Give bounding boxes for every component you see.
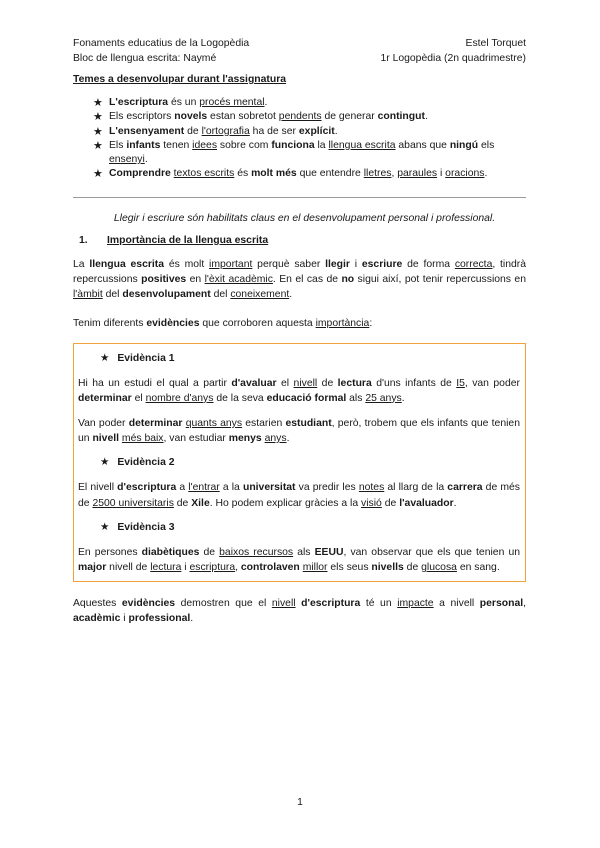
bold-term: lectura [337, 377, 372, 389]
list-item [93, 167, 526, 181]
bold-term: d'escriptura [301, 598, 361, 610]
underlined-term: anys [264, 433, 287, 445]
bold-term: nivell [92, 433, 120, 445]
list-item-text: L'ensenyament de l'ortografia ha de ser explícit. [109, 125, 338, 137]
section-title: Importància de la llengua escrita [107, 234, 269, 246]
underlined-term: nivell [271, 598, 296, 610]
header-row-2 [73, 51, 526, 66]
header-author: Estel Torquet [465, 38, 526, 49]
topics-title: Temes a desenvolupar durant l'assignatura [73, 74, 287, 85]
evidence-2-paragraph: El nivell d'escriptura a l'entrar a la universitat va predir les notes al llarg de la carrera de més de 2500 universitaris de Xile. Ho podem explicar gràcies a la visió de l'avaluador. [78, 482, 520, 509]
page-number: 1 [297, 797, 303, 808]
star-icon: ★ [93, 97, 103, 109]
underlined-term: visió [361, 497, 382, 509]
bold-term: explícit [298, 125, 335, 137]
underlined-term: 2500 universitaris [92, 497, 174, 509]
bold-term: L'escriptura [109, 97, 169, 108]
bold-term: personal [479, 598, 524, 610]
underlined-term: l'àmbit [73, 289, 103, 301]
bold-term: universitat [242, 482, 296, 494]
underlined-term: llengua escrita [328, 139, 396, 151]
bold-term: ningú [449, 139, 479, 151]
paragraph-importance: La llengua escrita és molt important perquè saber llegir i escriure de forma correcta, tindrà repercussions positives en l'èxit acadèmic. En el cas de no sigui així, pot tenir repercussions en l'àmbit del desenvolupament del coneixement. [73, 258, 527, 301]
bold-term: controlaven [240, 562, 300, 574]
underlined-term: millor [302, 562, 328, 574]
quote-text: Llegir i escriure són habilitats claus en el desenvolupament personal i professional. [113, 212, 496, 224]
evidence-2-title: Evidència 2 [117, 457, 175, 469]
list-item [93, 139, 526, 168]
horizontal-divider [73, 197, 526, 198]
evidence-3-heading [100, 521, 520, 535]
header-term: 1r Logopèdia (2n quadrimestre) [380, 53, 526, 64]
document-page [73, 36, 526, 627]
list-item-text: L'escriptura és un procés mental. [109, 97, 268, 108]
bold-term: novels [174, 111, 208, 123]
star-icon: ★ [100, 352, 110, 364]
bold-term: diabètiques [141, 546, 200, 558]
underlined-term: I5 [456, 377, 465, 389]
bold-term: evidències [121, 598, 176, 610]
underlined-term: paraules [397, 168, 438, 180]
paragraph-conclusion: Aquestes evidències demostren que el nivell d'escriptura té un impacte a nivell personal, acadèmic i professional. [73, 598, 526, 625]
underlined-term: l'ortografia [201, 125, 250, 137]
underlined-term: més baix [121, 433, 164, 445]
bold-term: EEUU [314, 546, 344, 558]
bold-term: l'avaluador [399, 497, 454, 509]
star-icon: ★ [93, 168, 103, 181]
underlined-term: coneixement [230, 289, 290, 301]
underlined-term: ensenyi [109, 154, 145, 166]
list-item [93, 110, 526, 124]
evidence-3-paragraph: En persones diabètiques de baixos recursos als EEUU, van observar que els que tenien un major nivell de lectura i escriptura, controlaven millor els seus nivells de glucosa en sang. [78, 546, 520, 574]
list-item-text: Els infants tenen idees sobre com funciona la llengua escrita abans que ningú els ensenyi. [109, 139, 495, 166]
underlined-term: 25 anys [365, 392, 402, 404]
bold-term: funciona [271, 139, 315, 151]
underlined-term: important [209, 258, 253, 270]
bold-term: L'ensenyament [109, 125, 185, 137]
underlined-term: l'èxit acadèmic [204, 273, 273, 285]
star-icon: ★ [93, 125, 103, 138]
bold-term: carrera [447, 482, 483, 494]
bold-term: Comprendre [109, 168, 171, 180]
star-icon: ★ [93, 111, 103, 124]
evidence-1-heading [100, 352, 520, 366]
bold-term: llegir [325, 258, 350, 270]
paragraph-evidences-intro: Tenim diferents evidències que corroboren aquesta importància: [73, 318, 373, 330]
underlined-term: oracions [445, 168, 485, 180]
bold-term: d'escriptura [117, 482, 177, 494]
underlined-term: nombre d'anys [145, 392, 214, 404]
bold-term: positives [141, 273, 187, 285]
bold-term: determinar [78, 392, 132, 404]
topics-list [73, 96, 526, 182]
bold-term: Xile [191, 497, 210, 509]
evidence-1-paragraph-2: Van poder determinar quants anys estarien estudiant, però, trobem que els infants que tenien un nivell més baix, van estudiar menys anys. [78, 418, 520, 445]
evidence-1-paragraph-1: Hi ha un estudi el qual a partir d'avaluar el nivell de lectura d'uns infants de I5, van poder determinar el nombre d'anys de la seva educació formal als 25 anys. [78, 377, 520, 404]
bold-term: acadèmic [73, 613, 121, 625]
bold-term: llengua escrita [89, 258, 165, 270]
header-course: Fonaments educatius de la Logopèdia [73, 38, 250, 49]
bold-term: determinar [128, 418, 183, 429]
bold-term: escriure [361, 258, 403, 270]
underlined-term: textos escrits [173, 168, 235, 180]
star-icon: ★ [100, 457, 110, 469]
underlined-term: correcta [454, 258, 493, 270]
underlined-term: l'entrar [188, 482, 220, 494]
list-item [93, 96, 526, 110]
section-heading [73, 234, 526, 248]
bold-term: nivells [371, 562, 404, 574]
underlined-term: glucosa [421, 562, 457, 574]
underlined-term: quants anys [185, 418, 243, 429]
bold-term: desenvolupament [122, 289, 211, 301]
bold-term: educació formal [266, 392, 347, 404]
bold-term: major [78, 562, 107, 574]
evidence-3-title: Evidència 3 [117, 521, 175, 533]
list-item-text: Els escriptors novels estan sobretot pendents de generar contingut. [109, 111, 428, 123]
underlined-term: importància [315, 318, 370, 330]
bold-term: estudiant [285, 418, 332, 429]
evidence-1-title: Evidència 1 [117, 352, 175, 364]
underlined-term: nivell [293, 377, 318, 389]
underlined-term: pendents [278, 111, 322, 123]
underlined-term: procés mental [199, 97, 265, 108]
bold-term: d'avaluar [231, 377, 277, 389]
underlined-term: escriptura [189, 562, 236, 574]
header-block: Bloc de llengua escrita: Naymé [73, 53, 217, 64]
underlined-term: notes [358, 482, 385, 494]
underlined-term: baixos recursos [219, 546, 294, 558]
underlined-term: idees [192, 139, 218, 151]
bold-term: evidències [146, 318, 200, 330]
underlined-term: impacte [397, 598, 434, 610]
bold-term: menys [228, 433, 262, 445]
bold-term: no [341, 273, 355, 285]
bold-term: infants [126, 139, 161, 151]
bold-term: contingut [377, 111, 425, 123]
bold-term: molt més [251, 168, 297, 180]
star-icon: ★ [93, 139, 103, 152]
evidence-2-heading [100, 456, 520, 470]
header-row-1 [73, 36, 526, 51]
list-item-text: Comprendre textos escrits és molt més que entendre lletres, paraules i oracions. [109, 168, 488, 180]
evidence-box [73, 343, 526, 583]
underlined-term: lectura [150, 562, 182, 574]
star-icon: ★ [100, 521, 110, 533]
bold-term: professional [128, 613, 191, 625]
section-number: 1. [79, 234, 88, 246]
underlined-term: lletres [363, 168, 392, 180]
list-item [93, 125, 526, 139]
